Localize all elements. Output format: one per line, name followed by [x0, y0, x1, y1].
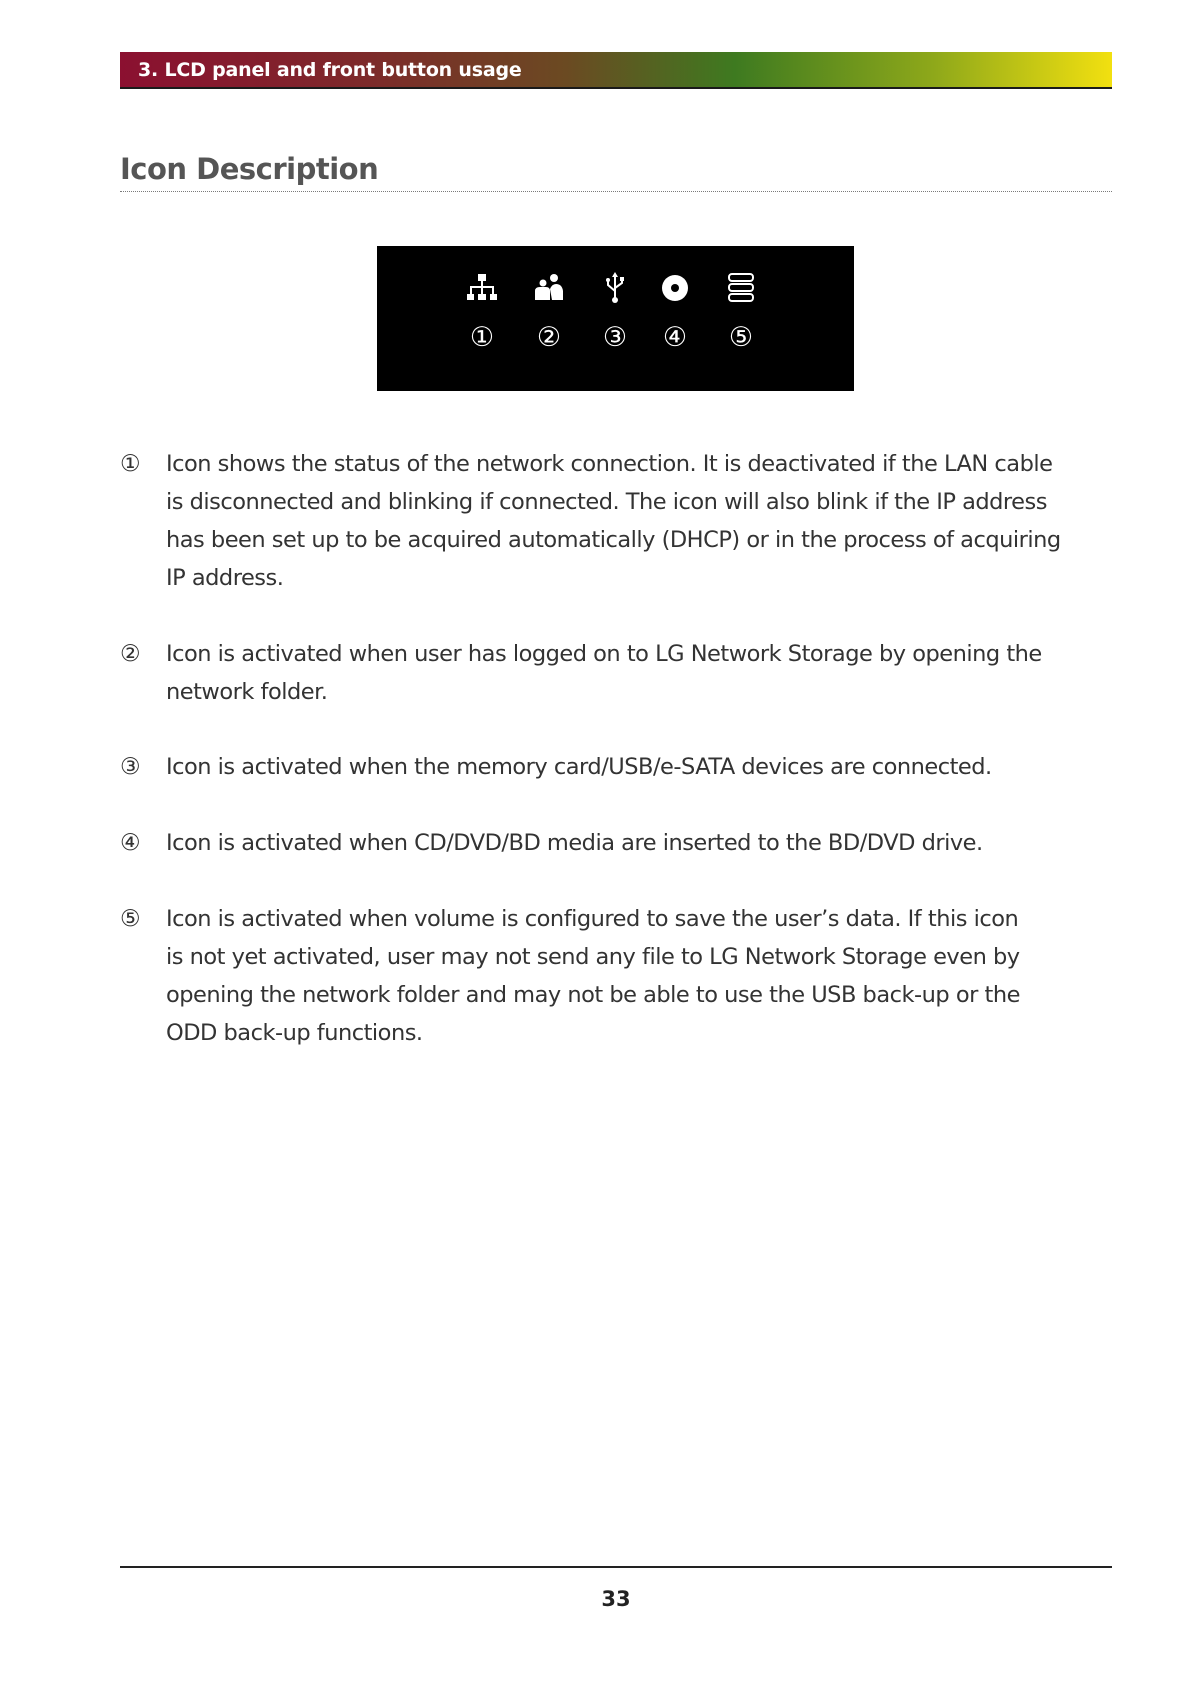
description-line: IP address.: [166, 565, 284, 591]
description-text: [166, 824, 1126, 862]
chapter-header-bar: [120, 52, 1112, 89]
network-icon: [465, 271, 499, 305]
lcd-panel-image: [377, 246, 854, 391]
description-marker: ②: [120, 641, 141, 667]
description-line: Icon is activated when CD/DVD/BD media are inserted to the BD/DVD drive.: [166, 830, 983, 856]
description-text: [166, 748, 1126, 786]
description-line: Icon is activated when the memory card/USB/e-SATA devices are connected.: [166, 754, 992, 780]
description-line: is not yet activated, user may not send any file to LG Network Storage even by: [166, 944, 1020, 970]
lcd-number-2: ②: [536, 322, 562, 353]
footer-divider: [120, 1566, 1112, 1568]
section-heading: Icon Description: [120, 152, 379, 186]
user-login-icon: [532, 271, 566, 305]
description-marker: ①: [120, 451, 141, 477]
chapter-title: 3. LCD panel and front button usage: [138, 59, 522, 81]
volume-icon: [724, 271, 758, 305]
disc-icon: [658, 271, 692, 305]
lcd-number-4: ④: [662, 322, 688, 353]
description-line: has been set up to be acquired automatically (DHCP) or in the process of acquiring: [166, 527, 1061, 553]
description-line: is disconnected and blinking if connected. The icon will also blink if the IP address: [166, 489, 1047, 515]
usb-icon: [598, 271, 632, 305]
description-line: opening the network folder and may not be able to use the USB back-up or the: [166, 982, 1020, 1008]
description-line: network folder.: [166, 679, 328, 705]
description-line: Icon is activated when user has logged on to LG Network Storage by opening the: [166, 641, 1042, 667]
description-marker: ④: [120, 830, 141, 856]
lcd-number-5: ⑤: [728, 322, 754, 353]
description-line: ODD back-up functions.: [166, 1020, 423, 1046]
description-marker: ⑤: [120, 906, 141, 932]
description-line: Icon is activated when volume is configured to save the user’s data. If this icon: [166, 906, 1019, 932]
description-text: [166, 635, 1126, 711]
heading-divider: [120, 191, 1112, 192]
lcd-number-3: ③: [602, 322, 628, 353]
description-marker: ③: [120, 754, 141, 780]
lcd-number-1: ①: [469, 322, 495, 353]
page-number: 33: [601, 1587, 631, 1611]
description-line: Icon shows the status of the network connection. It is deactivated if the LAN cable: [166, 451, 1053, 477]
description-text: [166, 900, 1126, 1052]
description-text: [166, 445, 1126, 597]
